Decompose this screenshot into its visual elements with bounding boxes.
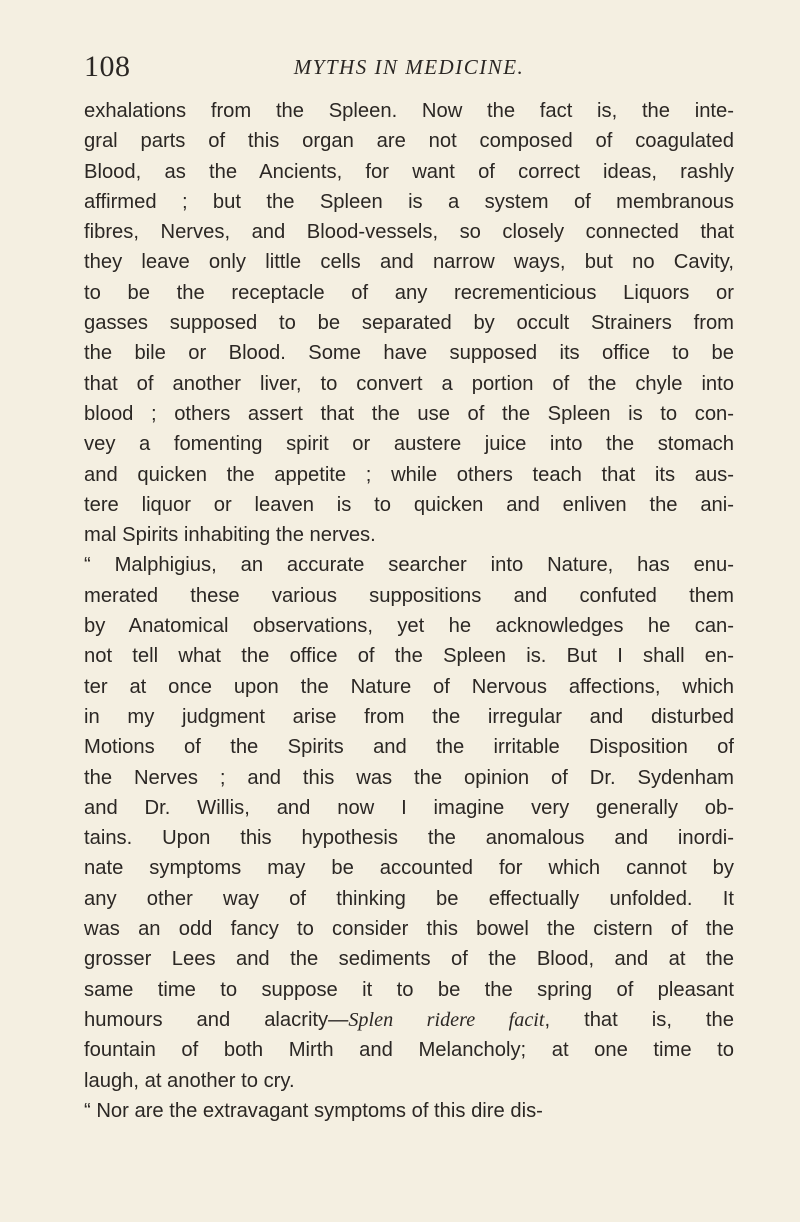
text-line: “ Malphigius, an accurate searcher into Nature, has enu-	[84, 554, 734, 577]
latin-phrase: Splen ridere facit	[348, 1008, 545, 1031]
text-line: not tell what the office of the Spleen is. But I shall en-	[84, 645, 734, 668]
body-text	[84, 96, 734, 1126]
text-line: gasses supposed to be separated by occult Strainers from	[84, 312, 734, 335]
text-line: they leave only little cells and narrow ways, but no Cavity,	[84, 251, 734, 274]
text-line: tere liquor or leaven is to quicken and enliven the ani-	[84, 493, 734, 516]
text-line: humours and alacrity—Splen ridere facit, that is, the	[84, 1008, 734, 1031]
text-line: the Nerves ; and this was the opinion of Dr. Sydenham	[84, 766, 734, 789]
text-line: to be the receptacle of any recrementicious Liquors or	[84, 281, 734, 304]
running-title: MYTHS IN MEDICINE.	[293, 55, 525, 79]
text-line: grosser Lees and the sediments of the Blood, and at the	[84, 948, 734, 971]
page-number: 108	[84, 50, 131, 83]
text-line: Motions of the Spirits and the irritable Disposition of	[84, 736, 734, 759]
text-line: merated these various suppositions and confuted them	[84, 584, 734, 607]
page-header	[84, 50, 734, 84]
text-line: was an odd fancy to consider this bowel the cistern of the	[84, 918, 734, 941]
text-line: the bile or Blood. Some have supposed its office to be	[84, 342, 734, 365]
text-line: in my judgment arise from the irregular and disturbed	[84, 705, 734, 728]
text-line: ter at once upon the Nature of Nervous affections, which	[84, 675, 734, 698]
text-line: nate symptoms may be accounted for which cannot by	[84, 857, 734, 880]
text-line: blood ; others assert that the use of the Spleen is to con-	[84, 402, 734, 425]
text-line: and quicken the appetite ; while others teach that its aus-	[84, 463, 734, 486]
text-line: fibres, Nerves, and Blood-vessels, so closely connected that	[84, 221, 734, 244]
text-line: fountain of both Mirth and Melancholy; at one time to	[84, 1039, 734, 1062]
text-line: laugh, at another to cry.	[84, 1069, 295, 1092]
text-line: vey a fomenting spirit or austere juice into the stomach	[84, 433, 734, 456]
text-line: that of another liver, to convert a portion of the chyle into	[84, 372, 734, 395]
text-line: gral parts of this organ are not composed of coagulated	[84, 130, 734, 153]
text-line: affirmed ; but the Spleen is a system of membranous	[84, 190, 734, 213]
text-line: mal Spirits inhabiting the nerves.	[84, 524, 376, 547]
text-line: tains. Upon this hypothesis the anomalous and inordi-	[84, 827, 734, 850]
text-line: any other way of thinking be effectually unfolded. It	[84, 887, 734, 910]
text-line: same time to suppose it to be the spring of pleasant	[84, 978, 734, 1001]
text-line: Blood, as the Ancients, for want of correct ideas, rashly	[84, 160, 734, 183]
text-line: and Dr. Willis, and now I imagine very generally ob-	[84, 796, 734, 819]
text-line: exhalations from the Spleen. Now the fact is, the inte-	[84, 100, 734, 122]
text-line: “ Nor are the extravagant symptoms of this dire dis-	[84, 1099, 543, 1122]
text-line: by Anatomical observations, yet he acknowledges he can-	[84, 615, 734, 638]
